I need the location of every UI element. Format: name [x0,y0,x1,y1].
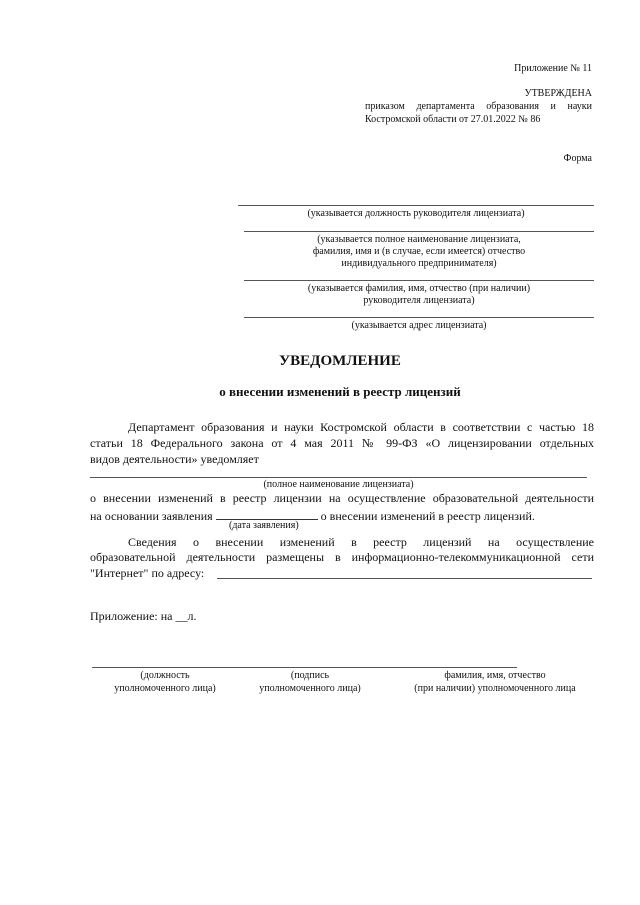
signature-col-2a: (подпись [290,670,330,681]
signature-line [92,667,517,668]
form-label: Форма [563,153,592,164]
order-line-2: Костромской области от 27.01.2022 № 86 [365,114,541,125]
attachment-line: Приложение: на __л. [90,609,197,623]
paragraph-2-line-1: о внесении изменений в реестр лицензии на осуществление образовательной деятельности [90,491,594,505]
signature-col-1a: (должность [140,670,190,681]
paragraph-2-text-b: о внесении изменений в реестр лицензий. [320,509,535,523]
order-line-1: приказом департамента образования и науки [365,101,592,112]
licensee-line [90,477,587,478]
document-title: УВЕДОМЛЕНИЕ [279,353,401,369]
addressee-caption-1: (указывается должность руководителя лицензиата) [307,208,525,219]
application-date-blank [216,507,318,520]
addressee-line-2 [244,231,594,232]
paragraph-3-line-1: Сведения о внесении изменений в реестр лицензий на осуществление [128,535,594,549]
internet-address-line [217,578,592,579]
signature-col-3a: фамилия, имя, отчество [444,670,546,681]
appendix-number: Приложение № 11 [514,63,592,74]
paragraph-3-line-2: образовательной деятельности размещены в информационно-телекоммуникационной сети [90,550,594,564]
paragraph-3-line-3: "Интернет" по адресу: [90,566,205,580]
paragraph-2-line-2 [90,507,535,524]
document-subtitle: о внесении изменений в реестр лицензий [219,384,461,399]
licensee-caption: (полное наименование лицензиата) [263,479,414,490]
addressee-line-4 [244,317,594,318]
addressee-line-3 [244,280,594,281]
date-caption: (дата заявления) [229,520,299,531]
addressee-caption-2b: фамилия, имя и (в случае, если имеется) отчество [312,246,526,257]
addressee-caption-3a: (указывается фамилия, имя, отчество (при наличии) [307,283,531,294]
addressee-caption-2a: (указывается полное наименование лицензиата, [317,234,521,245]
paragraph-1-line-2: статьи 18 Федерального закона от 4 мая 2011 № 99-ФЗ «О лицензировании отдельных [90,436,594,450]
paragraph-2-text-a: на основании заявления [90,509,213,523]
signature-col-3b: (при наличии) уполномоченного лица [414,683,576,694]
paragraph-1-line-1: Департамент образования и науки Костромской области в соответствии с частью 18 [128,420,594,434]
addressee-caption-2c: индивидуального предпринимателя) [341,258,497,269]
addressee-caption-3b: руководителя лицензиата) [363,295,475,306]
signature-col-2b: уполномоченного лица) [259,683,361,694]
paragraph-1-line-3: видов деятельности» уведомляет [90,452,259,466]
approved-label: УТВЕРЖДЕНА [524,88,592,99]
signature-col-1b: уполномоченного лица) [114,683,216,694]
addressee-line-1 [238,205,594,206]
addressee-caption-4: (указывается адрес лицензиата) [351,320,487,331]
